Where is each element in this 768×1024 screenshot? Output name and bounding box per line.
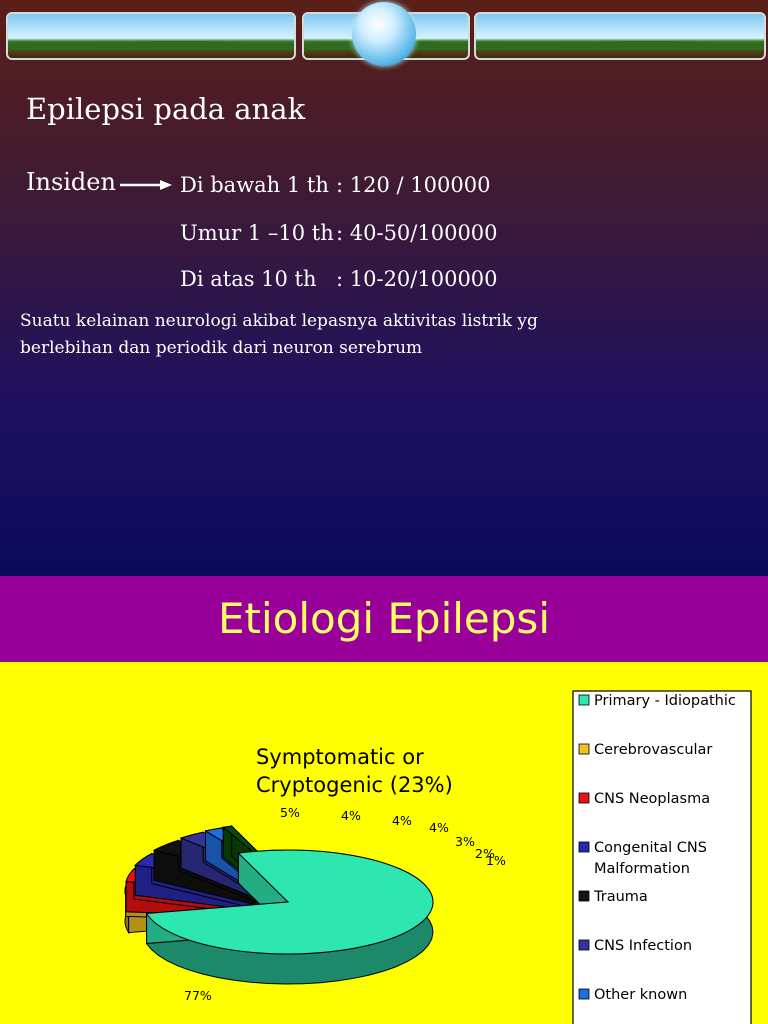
definition-line: berlebihan dan periodik dari neuron serebrum <box>20 338 423 358</box>
incidence-row-value: : 40-50/100000 <box>336 221 498 245</box>
chart-subtitle-line: Cryptogenic (23%) <box>256 773 453 797</box>
legend-label: Primary - Idiopathic <box>594 693 736 709</box>
globe-icon <box>352 2 416 66</box>
legend-label: CNS Infection <box>594 938 693 954</box>
slide-title: Epilepsi pada anak <box>26 92 306 126</box>
landscape-banner-right <box>474 12 766 60</box>
legend-box <box>573 691 751 1024</box>
definition-line: Suatu kelainan neurologi akibat lepasnya aktivitas listrik yg <box>20 311 538 331</box>
slide-header-bar <box>0 576 768 662</box>
legend-swatch <box>579 940 589 950</box>
legend-label: Malformation <box>594 861 690 877</box>
legend-swatch <box>579 695 589 705</box>
pie-slice-label: 3% <box>455 834 475 849</box>
legend-swatch <box>579 744 589 754</box>
legend-swatch <box>579 989 589 999</box>
incidence-row-value: : 10-20/100000 <box>336 267 498 291</box>
legend-swatch <box>579 842 589 852</box>
landscape-banner-left <box>6 12 296 60</box>
pie-slice-label: 4% <box>341 808 361 823</box>
legend-label: Other known <box>594 987 688 1003</box>
arrow-right-icon <box>120 180 172 190</box>
pie-slice-label: 5% <box>280 805 300 820</box>
pie-slice-label: 1% <box>486 853 506 868</box>
incidence-row-label: Umur 1 –10 th <box>180 221 334 245</box>
insiden-label: Insiden <box>26 168 116 196</box>
pie-slice-label: 2% <box>475 846 495 861</box>
legend-label: Trauma <box>594 889 648 905</box>
pie-3d <box>125 826 433 984</box>
definition-text <box>20 308 580 362</box>
slide-etiologi-epilepsi <box>0 576 768 1024</box>
legend-swatch <box>579 891 589 901</box>
incidence-row-label: Di atas 10 th <box>180 267 317 291</box>
incidence-row-value: : 120 / 100000 <box>336 173 491 197</box>
chart-subtitle-line: Symptomatic or <box>256 745 424 769</box>
etiology-pie-chart <box>0 662 768 1024</box>
legend-label: Cerebrovascular <box>594 742 713 758</box>
legend-label: Congenital CNS <box>594 840 707 856</box>
pie-slice-label: 4% <box>429 820 449 835</box>
slide-title: Etiologi Epilepsi <box>217 594 550 643</box>
pie-slice-label: 4% <box>392 813 412 828</box>
pie-slice-label: 77% <box>184 988 212 1003</box>
legend-label: CNS Neoplasma <box>594 791 711 807</box>
incidence-row-label: Di bawah 1 th <box>180 173 329 197</box>
legend-swatch <box>579 793 589 803</box>
